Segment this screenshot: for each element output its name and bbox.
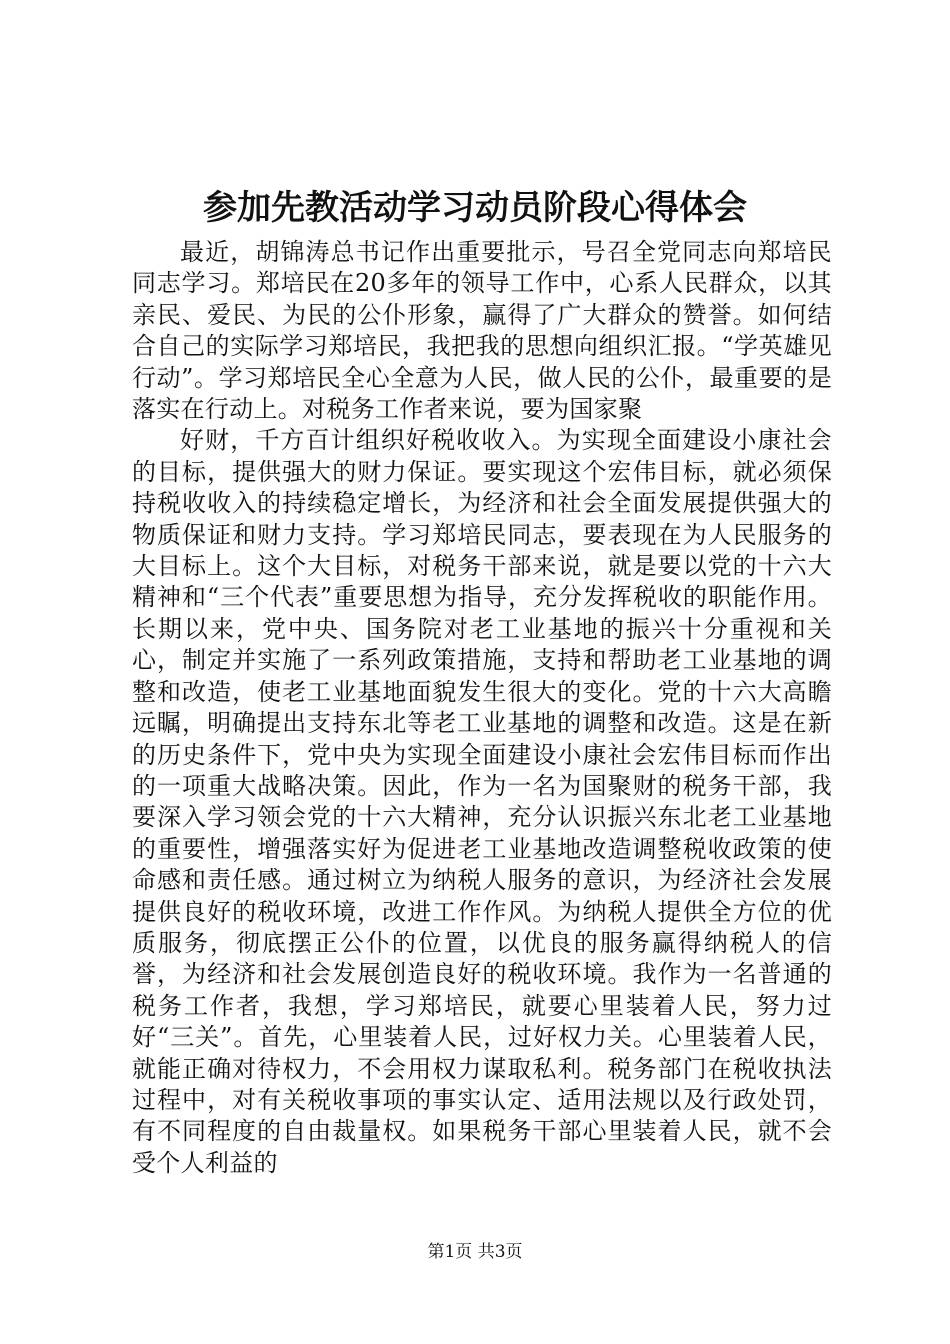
paragraph-2: 好财，千方百计组织好税收收入。为实现全面建设小康社会的目标，提供强大的财力保证。要实现这个宏伟目标，就必须保持税收收入的持续稳定增长，为经济和社会全面发展提供强大的物质保证和财力支持。学习郑培民同志，要表现在为人民服务的大目标上。这个大目标，对税务干部来说，就是要以党的十六大精神和“三个代表”重要思想为指导，充分发挥税收的职能作用。长期以来，党中央、国务院对老工业基地的振兴十分重视和关心，制定并实施了一系列政策措施，支持和帮助老工业基地的调整和改造，使老工业基地面貌发生很大的变化。党的十六大高瞻远瞩，明确提出支持东北等老工业基地的调整和改造。这是在新的历史条件下，党中央为实现全面建设小康社会宏伟目标而作出的一项重大战略决策。因此，作为一名为国聚财的税务干部，我要深入学习领会党的十六大精神，充分认识振兴东北老工业基地的重要性，增强落实好为促进老工业基地改造调整税收政策的使命感和责任感。通过树立为纳税人服务的意识，为经济社会发展提供良好的税收环境，改进工作作风。为纳税人提供全方位的优质服务，彻底摆正公仆的位置，以优良的服务赢得纳税人的信誉，为经济和社会发展创造良好的税收环境。我作为一名普通的税务工作者，我想，学习郑培民，就要心里装着人民，努力过好“三关”。首先，心里装着人民，过好权力关。心里装着人民，就能正确对待权力，不会用权力谋取私利。税务部门在税收执法过程中，对有关税收事项的事实认定、适用法规以及行政处罚，有不同程度的自由裁量权。如果税务干部心里装着人民，就不会受个人利益的 <box>132 426 832 1177</box>
page-footer: 第1页 共3页 <box>427 1242 523 1262</box>
document-body <box>132 237 832 1179</box>
paragraph-1: 最近，胡锦涛总书记作出重要批示，号召全党同志向郑培民同志学习。郑培民在20多年的领导工作中，心系人民群众，以其亲民、爱民、为民的公仆形象，赢得了广大群众的赞誉。如何结合自己的实际学习郑培民，我把我的思想向组织汇报。“学英雄见行动”。学习郑培民全心全意为人民，做人民的公仆，最重要的是落实在行动上。对税务工作者来说，要为国家聚 <box>132 238 832 424</box>
document-title: 参加先教活动学习动员阶段心得体会 <box>203 188 747 228</box>
